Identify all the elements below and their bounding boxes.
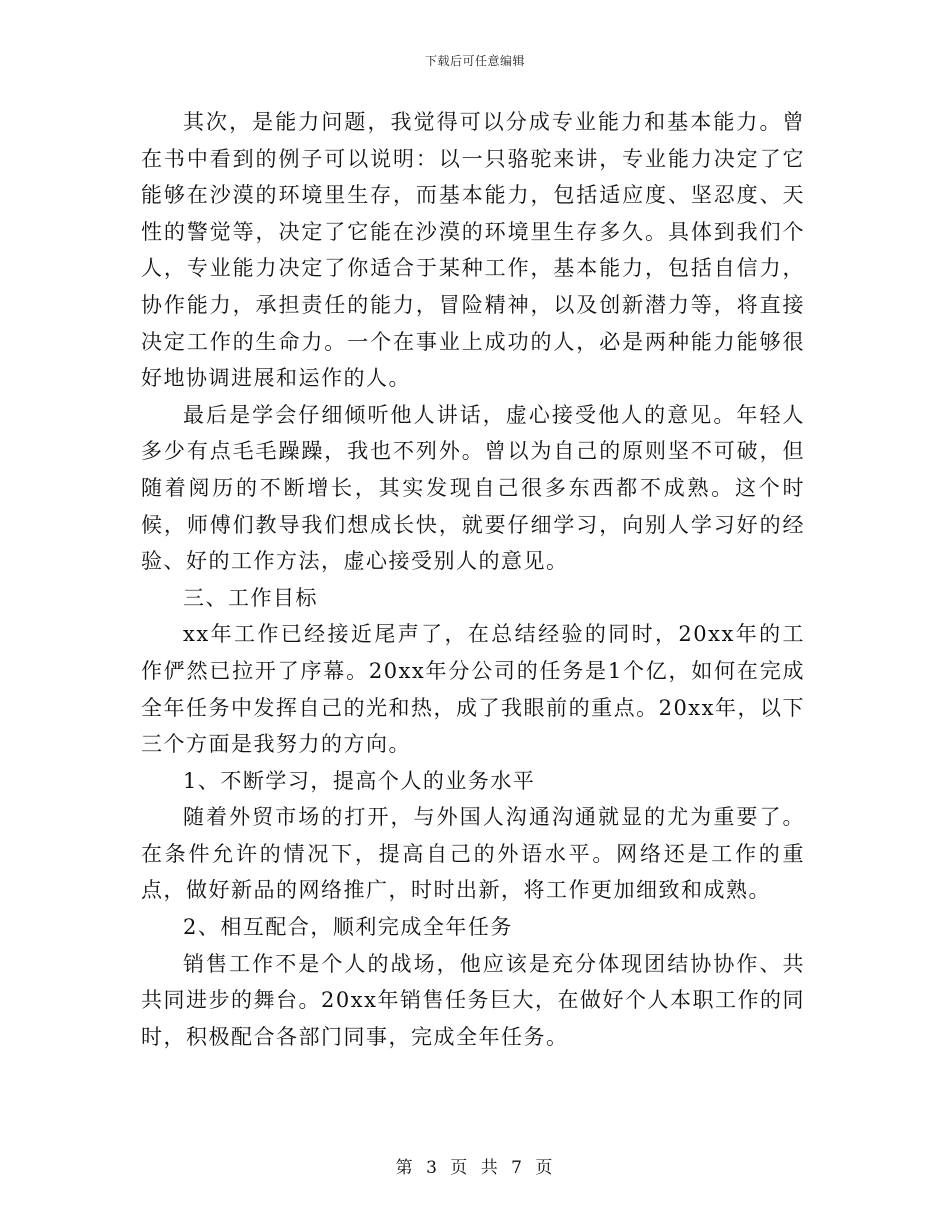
page-number: 第 3 页 共 7 页 <box>395 1158 555 1178</box>
section-heading-goals: 三、工作目标 <box>183 585 318 610</box>
paragraph-goals-intro: xx年工作已经接近尾声了，在总结经验的同时，20xx年的工作俨然已拉开了序幕。20xx年分公司的任务是1个亿，如何在完成全年任务中发挥自己的光和热，成了我眼前的重点。20xx年，以下三个方面是我努力的方向。 <box>141 622 805 757</box>
page-header: 下载后可任意编辑 <box>424 54 525 68</box>
paragraph-listening: 最后是学会仔细倾听他人讲话，虚心接受他人的意见。年轻人多少有点毛毛躁躁，我也不列外。曾以为自己的原则坚不可破，但随着阅历的不断增长，其实发现自己很多东西都不成熟。这个时候，师傅们教导我们想成长快，就要仔细学习，向别人学习好的经验、好的工作方法，虚心接受别人的意见。 <box>141 402 805 574</box>
subheading-learning: 1、不断学习，提高个人的业务水平 <box>183 768 536 793</box>
paragraph-ability: 其次，是能力问题，我觉得可以分成专业能力和基本能力。曾在书中看到的例子可以说明：以一只骆驼来讲，专业能力决定了它能够在沙漠的环境里生存，而基本能力，包括适应度、坚忍度、天性的警觉等，决定了它能在沙漠的环境里生存多久。具体到我们个人，专业能力决定了你适合于某种工作，基本能力，包括自信力，协作能力，承担责任的能力，冒险精神，以及创新潜力等，将直接决定工作的生命力。一个在事业上成功的人，必是两种能力能够很好地协调进展和运作的人。 <box>141 110 805 391</box>
subheading-cooperation: 2、相互配合，顺利完成全年任务 <box>183 915 513 940</box>
paragraph-cooperation: 销售工作不是个人的战场，他应该是充分体现团结协协作、共共同进步的舞台。20xx年销售任务巨大，在做好个人本职工作的同时，积极配合各部门同事，完成全年任务。 <box>141 951 805 1049</box>
paragraph-learning: 随着外贸市场的打开，与外国人沟通沟通就显的尤为重要了。在条件允许的情况下，提高自己的外语水平。网络还是工作的重点，做好新品的网络推广，时时出新，将工作更加细致和成熟。 <box>141 805 805 903</box>
document-body <box>141 104 805 1055</box>
